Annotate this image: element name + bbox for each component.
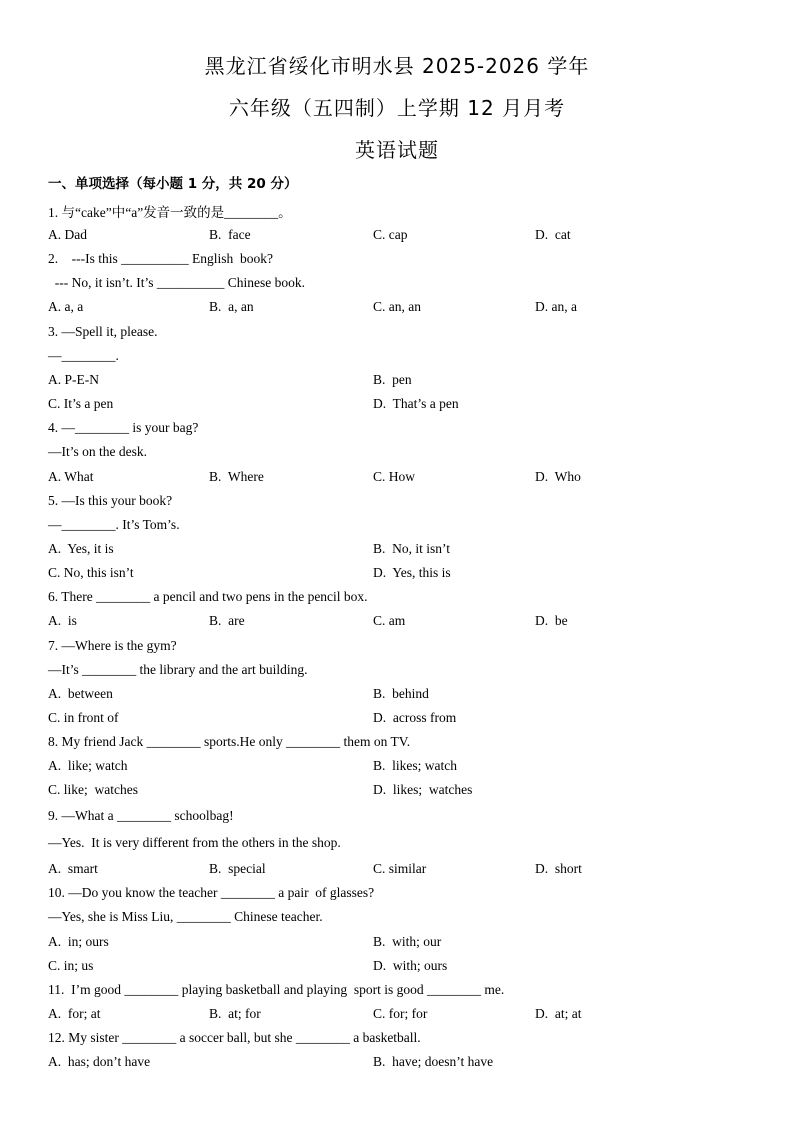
question-4-option-c: C. How	[373, 469, 416, 484]
question-3-line-2: —________.	[48, 348, 119, 363]
question-10-stem: 10. —Do you know the teacher ________ a pair of glasses?	[48, 885, 375, 900]
question-1-option-b: B. face	[209, 227, 251, 242]
question-9-option-c: C. similar	[373, 861, 427, 876]
question-12-stem: 12. My sister ________ a soccer ball, but she ________ a basketball.	[48, 1030, 421, 1045]
question-2-line-2: --- No, it isn’t. It’s __________ Chinese book.	[48, 275, 305, 290]
question-7-option-c: C. in front of	[48, 710, 119, 725]
question-10-line-2: —Yes, she is Miss Liu, ________ Chinese teacher.	[48, 909, 323, 924]
question-2-option-d: D. an, a	[535, 299, 577, 314]
title-line-2: 六年级（五四制）上学期 12 月月考	[228, 96, 566, 120]
question-9-line-2: —Yes. It is very different from the others in the shop.	[48, 835, 341, 850]
question-2-option-a: A. a, a	[48, 299, 84, 314]
question-1-option-a: A. Dad	[48, 227, 87, 242]
question-4-stem: 4. —________ is your bag?	[48, 420, 199, 435]
question-7-line-2: —It’s ________ the library and the art building.	[48, 662, 308, 677]
question-12-option-a: A. has; don’t have	[48, 1054, 151, 1069]
question-10-option-b: B. with; our	[373, 934, 442, 949]
question-4-line-2: —It’s on the desk.	[48, 444, 147, 459]
question-8-option-c: C. like; watches	[48, 782, 138, 797]
question-5-option-d: D. Yes, this is	[373, 565, 451, 580]
question-12-option-b: B. have; doesn’t have	[373, 1054, 494, 1069]
question-3-option-d: D. That’s a pen	[373, 396, 459, 411]
question-11-option-a: A. for; at	[48, 1006, 101, 1021]
question-5-option-c: C. No, this isn’t	[48, 565, 134, 580]
question-3-stem: 3. —Spell it, please.	[48, 324, 158, 339]
question-2-option-c: C. an, an	[373, 299, 421, 314]
question-8-option-a: A. like; watch	[48, 758, 128, 773]
question-3-option-c: C. It’s a pen	[48, 396, 114, 411]
question-1-stem: 1. 与“cake”中“a”发音一致的是________。	[48, 205, 292, 220]
question-9-stem: 9. —What a ________ schoolbag!	[48, 808, 234, 823]
question-1-option-c: C. cap	[373, 227, 408, 242]
question-4-option-b: B. Where	[209, 469, 264, 484]
question-6-option-b: B. are	[209, 613, 245, 628]
question-7-option-d: D. across from	[373, 710, 457, 725]
question-5-stem: 5. —Is this your book?	[48, 493, 173, 508]
question-8-option-b: B. likes; watch	[373, 758, 457, 773]
question-2-option-b: B. a, an	[209, 299, 254, 314]
title-line-3: 英语试题	[355, 138, 439, 162]
question-6-stem: 6. There ________ a pencil and two pens in the pencil box.	[48, 589, 368, 604]
section-heading: 一、单项选择（每小题 1 分，共 20 分）	[48, 176, 298, 192]
question-11-option-c: C. for; for	[373, 1006, 428, 1021]
question-6-option-d: D. be	[535, 613, 568, 628]
question-5-option-b: B. No, it isn’t	[373, 541, 451, 556]
question-9-option-b: B. special	[209, 861, 266, 876]
question-4-option-a: A. What	[48, 469, 94, 484]
question-3-option-b: B. pen	[373, 372, 412, 387]
question-7-option-a: A. between	[48, 686, 113, 701]
question-11-stem: 11. I’m good ________ playing basketball and playing sport is good ________ me.	[48, 982, 505, 997]
question-7-option-b: B. behind	[373, 686, 429, 701]
question-1-option-d: D. cat	[535, 227, 571, 242]
question-11-option-b: B. at; for	[209, 1006, 261, 1021]
question-4-option-d: D. Who	[535, 469, 581, 484]
question-3-option-a: A. P-E-N	[48, 372, 99, 387]
question-7-stem: 7. —Where is the gym?	[48, 638, 177, 653]
question-9-option-d: D. short	[535, 861, 582, 876]
question-8-option-d: D. likes; watches	[373, 782, 473, 797]
question-5-option-a: A. Yes, it is	[48, 541, 114, 556]
question-11-option-d: D. at; at	[535, 1006, 582, 1021]
question-8-stem: 8. My friend Jack ________ sports.He only ________ them on TV.	[48, 734, 411, 749]
title-line-1: 黑龙江省绥化市明水县 2025-2026 学年	[204, 54, 590, 78]
question-10-option-c: C. in; us	[48, 958, 94, 973]
question-5-line-2: —________. It’s Tom’s.	[48, 517, 180, 532]
question-9-option-a: A. smart	[48, 861, 98, 876]
question-10-option-d: D. with; ours	[373, 958, 448, 973]
question-6-option-a: A. is	[48, 613, 77, 628]
question-10-option-a: A. in; ours	[48, 934, 109, 949]
question-2-stem: 2. ---Is this __________ English book?	[48, 251, 273, 266]
question-6-option-c: C. am	[373, 613, 406, 628]
